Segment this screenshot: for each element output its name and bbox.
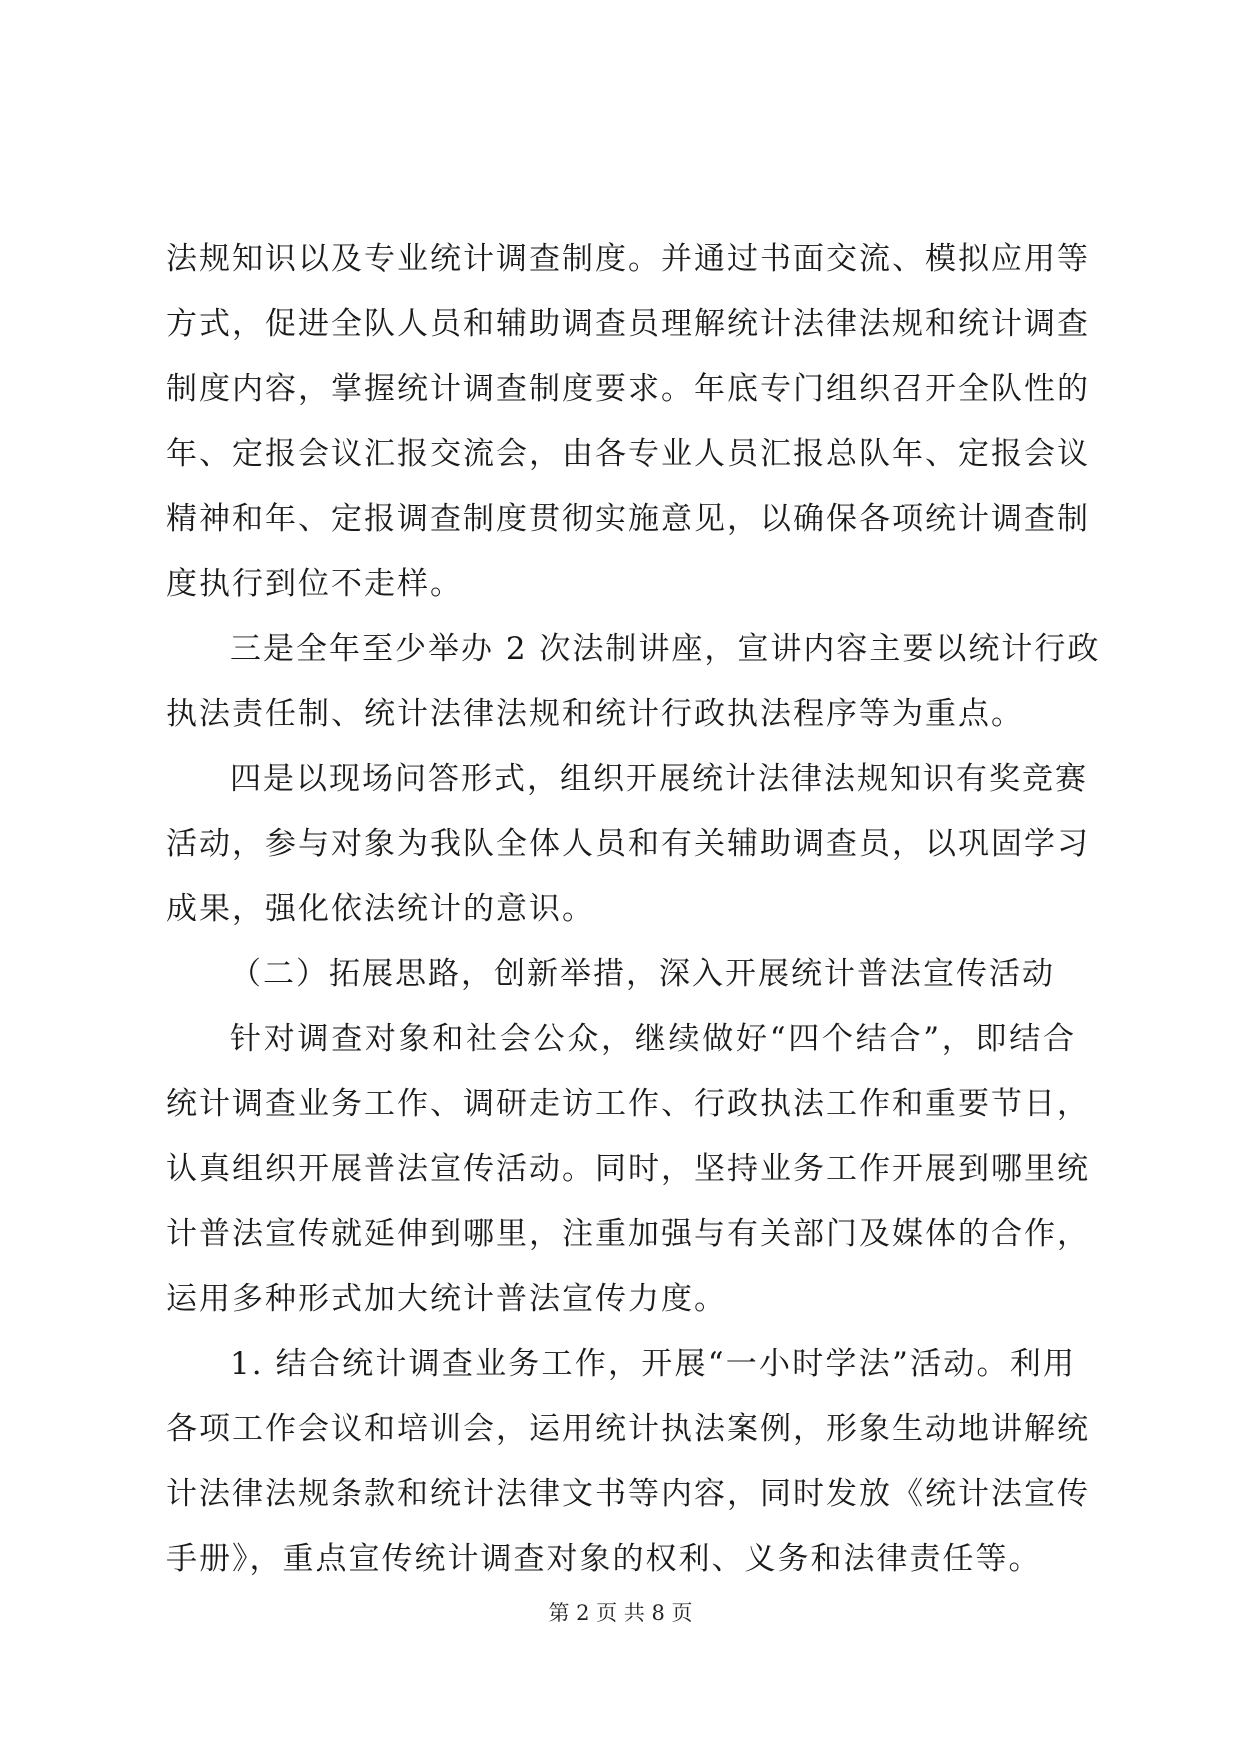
body-line: 手册》，重点宣传统计调查对象的权利、义务和法律责任等。 xyxy=(166,1541,1042,1577)
body-line: 成果，强化依法统计的意识。 xyxy=(166,891,595,927)
body-line: 年、定报会议汇报交流会，由各专业人员汇报总队年、定报会议 xyxy=(166,436,1090,472)
body-line: 认真组织开展普法宣传活动。同时，坚持业务工作开展到哪里统 xyxy=(166,1151,1090,1187)
body-line: 制度内容，掌握统计调查制度要求。年底专门组织召开全队性的 xyxy=(166,371,1090,407)
section-heading: （二）拓展思路，创新举措，深入开展统计普法宣传活动 xyxy=(230,956,1055,992)
document-body xyxy=(166,227,1101,1592)
body-line: 法规知识以及专业统计调查制度。并通过书面交流、模拟应用等 xyxy=(166,241,1090,277)
body-line: 方式，促进全队人员和辅助调查员理解统计法律法规和统计调查 xyxy=(166,306,1090,342)
paragraph-first-line: 针对调查对象和社会公众，继续做好“四个结合”，即结合 xyxy=(230,1021,1076,1057)
body-line: 统计调查业务工作、调研走访工作、行政执法工作和重要节日， xyxy=(166,1086,1090,1122)
body-line: 活动，参与对象为我队全体人员和有关辅助调查员，以巩固学习 xyxy=(166,826,1090,862)
body-line: 度执行到位不走样。 xyxy=(166,566,463,602)
paragraph-first-line: 1. 结合统计调查业务工作，开展“一小时学法”活动。利用 xyxy=(230,1346,1076,1382)
body-line: 执法责任制、统计法律法规和统计行政执法程序等为重点。 xyxy=(166,696,1024,732)
body-line: 运用多种形式加大统计普法宣传力度。 xyxy=(166,1281,727,1317)
body-line: 各项工作会议和培训会，运用统计执法案例，形象生动地讲解统 xyxy=(166,1411,1090,1447)
body-line: 计法律法规条款和统计法律文书等内容，同时发放《统计法宣传 xyxy=(166,1476,1090,1512)
body-line: 计普法宣传就延伸到哪里，注重加强与有关部门及媒体的合作， xyxy=(166,1216,1090,1252)
page-number: 第 2 页 共 8 页 xyxy=(548,1601,693,1625)
paragraph-first-line: 四是以现场问答形式，组织开展统计法律法规知识有奖竞赛 xyxy=(230,761,1088,797)
paragraph-first-line: 三是全年至少举办 2 次法制讲座，宣讲内容主要以统计行政 xyxy=(230,631,1101,667)
body-line: 精神和年、定报调查制度贯彻实施意见，以确保各项统计调查制 xyxy=(166,501,1090,537)
